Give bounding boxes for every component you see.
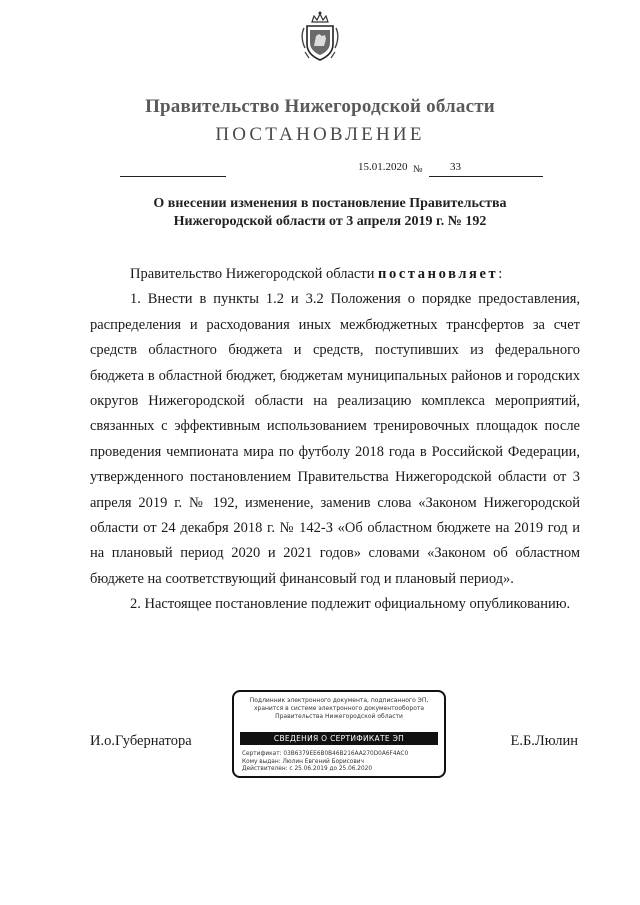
- intro-action: постановляет: [378, 266, 499, 282]
- stamp-intro-line: Правительства Нижегородской области: [275, 713, 403, 720]
- signer-name: Е.Б.Люлин: [510, 733, 578, 749]
- coat-of-arms-icon: [299, 8, 341, 64]
- document-body: [90, 262, 580, 618]
- paragraph-1: 1. Внести в пункты 1.2 и 3.2 Положения о порядке предоставления, распределения и расходования иных межбюджетных трансфертов за счет средств областного бюджета и средств, поступивших из федерального бюджета в областной бюджет, бюджетам муниципальных районов и городских округов Нижегородской области на реализацию комплекса мероприятий, связанных с эффективным использованием тренировочных площадок после проведения чемпионата мира по футболу 2018 года в Российской Федерации, утвержденного постановлением Правительства Нижегородской области от 3 апреля 2019 г. № 192, изменение, заменив слова «Законом Нижегородской области от 24 декабря 2018 г. № 142-З «Об областном бюджете на 2019 год и на плановый период 2020 и 2021 годов» словами «Законом об областном бюджете на соответствующий финансовый год и плановый период».: [90, 291, 580, 587]
- number-underline: [429, 176, 543, 177]
- stamp-intro: [240, 697, 438, 721]
- stamp-details: [242, 751, 438, 774]
- stamp-validity: Действителен: с 25.06.2019 до 25.06.2020: [242, 766, 373, 772]
- intro-prefix: Правительство Нижегородской области: [130, 266, 379, 282]
- document-number: 33: [450, 161, 461, 173]
- heading-line: О внесении изменения в постановление Правительства: [153, 196, 507, 211]
- heading-line: Нижегородской области от 3 апреля 2019 г. № 192: [173, 214, 487, 229]
- paragraph-2: 2. Настоящее постановление подлежит официальному опубликованию.: [130, 596, 571, 613]
- intro-suffix: :: [498, 266, 503, 282]
- document-date: 15.01.2020: [358, 161, 408, 173]
- stamp-issued-to: Кому выдан: Люлин Евгений Борисович: [242, 758, 364, 765]
- number-sign: №: [413, 164, 423, 175]
- stamp-intro-line: хранится в системе электронного документооборота: [253, 705, 425, 712]
- signer-position: И.о.Губернатора: [90, 733, 192, 749]
- document-heading: [80, 195, 580, 231]
- stamp-title: СВЕДЕНИЯ О СЕРТИФИКАТЕ ЭП: [240, 732, 438, 745]
- blank-underline: [120, 176, 226, 177]
- stamp-certificate: Сертификат: 03B6379EE6B0B46B216AA270D0A6F4AC0: [242, 751, 409, 757]
- stamp-intro-line: Подлинник электронного документа, подписанного ЭП,: [249, 697, 429, 704]
- document-type: ПОСТАНОВЛЕНИЕ: [215, 124, 425, 145]
- intro-paragraph: [90, 262, 580, 287]
- electronic-signature-stamp: [232, 690, 446, 778]
- organization-title: Правительство Нижегородской области: [145, 96, 495, 117]
